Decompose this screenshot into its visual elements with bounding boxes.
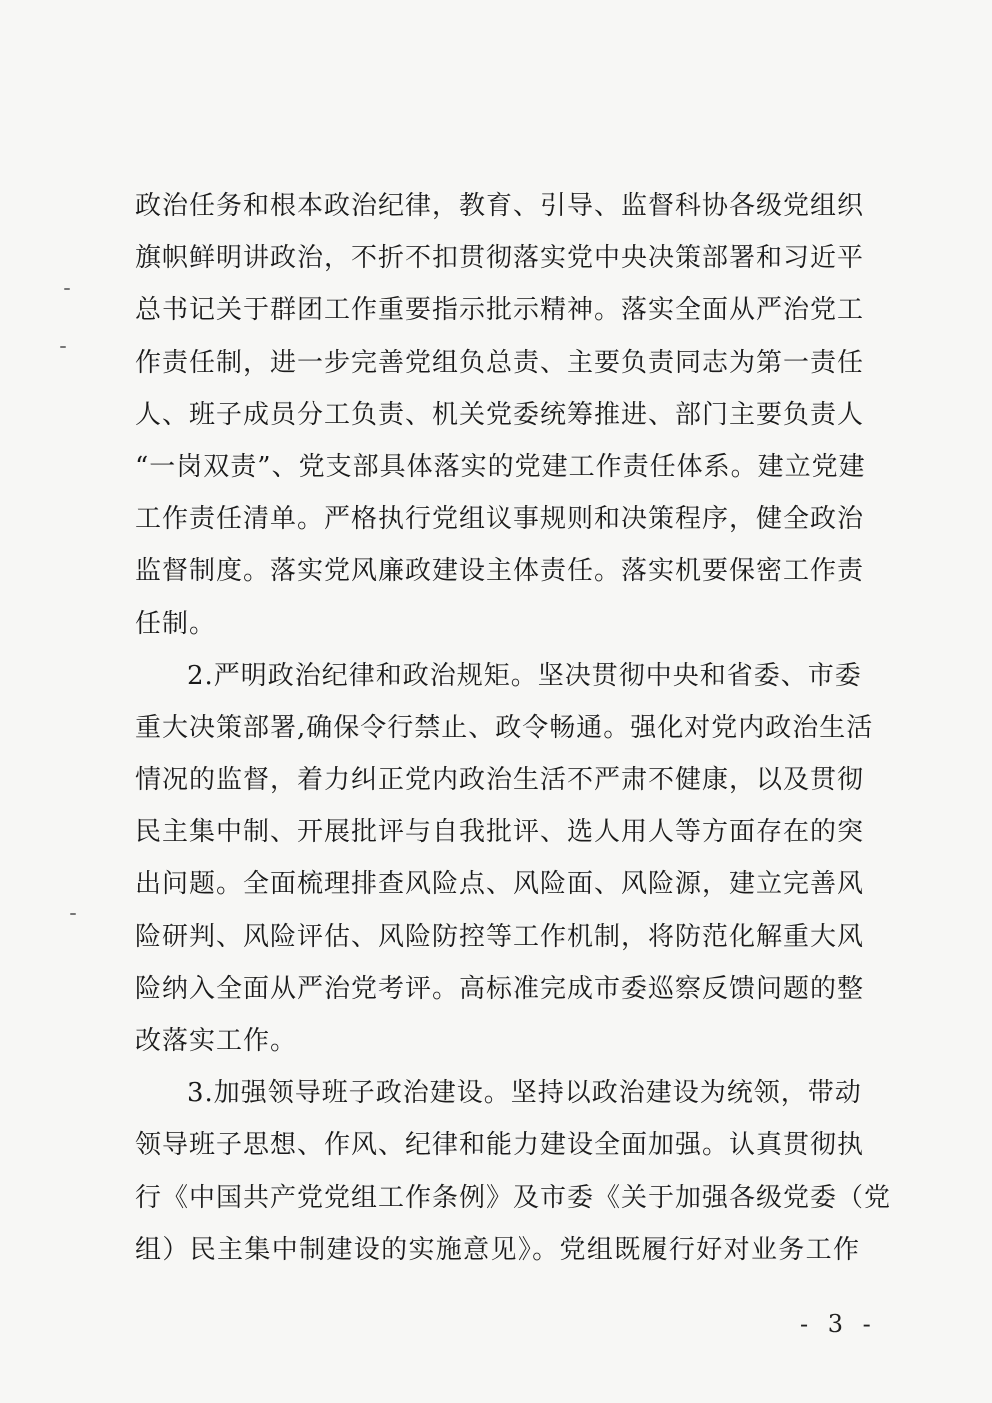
text-line: 监督制度。落实党风廉政建设主体责任。落实机要保密工作责: [135, 556, 865, 587]
scan-speck: [70, 913, 76, 915]
text-line: 作责任制，进一步完善党组负总责、主要负责同志为第一责任: [135, 347, 865, 378]
body-text: [135, 180, 892, 1276]
text-line: 险研判、风险评估、风险防控等工作机制，将防范化解重大风: [135, 921, 865, 952]
text-line: 险纳入全面从严治党考评。高标准完成市委巡察反馈问题的整: [135, 973, 865, 1004]
text-line: 总书记关于群团工作重要指示批示精神。落实全面从严治党工: [135, 295, 865, 326]
text-line: 情况的监督，着力纠正党内政治生活不严肃不健康，以及贯彻: [135, 765, 865, 796]
section-heading-line: 3.加强领导班子政治建设。坚持以政治建设为统领，带动: [187, 1078, 862, 1109]
text-line: 旗帜鲜明讲政治，不折不扣贯彻落实党中央决策部署和习近平: [135, 243, 865, 274]
text-line: 领导班子思想、作风、纪律和能力建设全面加强。认真贯彻执: [135, 1130, 865, 1161]
scan-speck: [64, 288, 70, 290]
text-line: 任制。: [135, 608, 217, 639]
text-line: 改落实工作。: [135, 1026, 298, 1056]
section-heading-line: 2.严明政治纪律和政治规矩。坚决贯彻中央和省委、市委: [187, 660, 862, 691]
text-line: “一岗双责”、党支部具体落实的党建工作责任体系。建立党建: [135, 451, 866, 482]
text-line: 出问题。全面梳理排查风险点、风险面、风险源，建立完善风: [135, 869, 865, 900]
page-number: - 3 -: [800, 1310, 877, 1338]
text-line: 工作责任清单。严格执行党组议事规则和决策程序，健全政治: [135, 504, 865, 535]
text-line: 行《中国共产党党组工作条例》及市委《关于加强各级党委（党: [135, 1182, 892, 1213]
text-line: 人、班子成员分工负责、机关党委统筹推进、部门主要负责人: [135, 399, 865, 430]
text-line: 组）民主集中制建设的实施意见》。党组既履行好对业务工作: [135, 1234, 860, 1265]
text-line: 民主集中制、开展批评与自我批评、选人用人等方面存在的突: [135, 817, 865, 848]
text-line: 政治任务和根本政治纪律，教育、引导、监督科协各级党组织: [135, 191, 865, 221]
scan-speck: [60, 346, 66, 348]
text-line: 重大决策部署,确保令行禁止、政令畅通。强化对党内政治生活: [135, 712, 874, 743]
